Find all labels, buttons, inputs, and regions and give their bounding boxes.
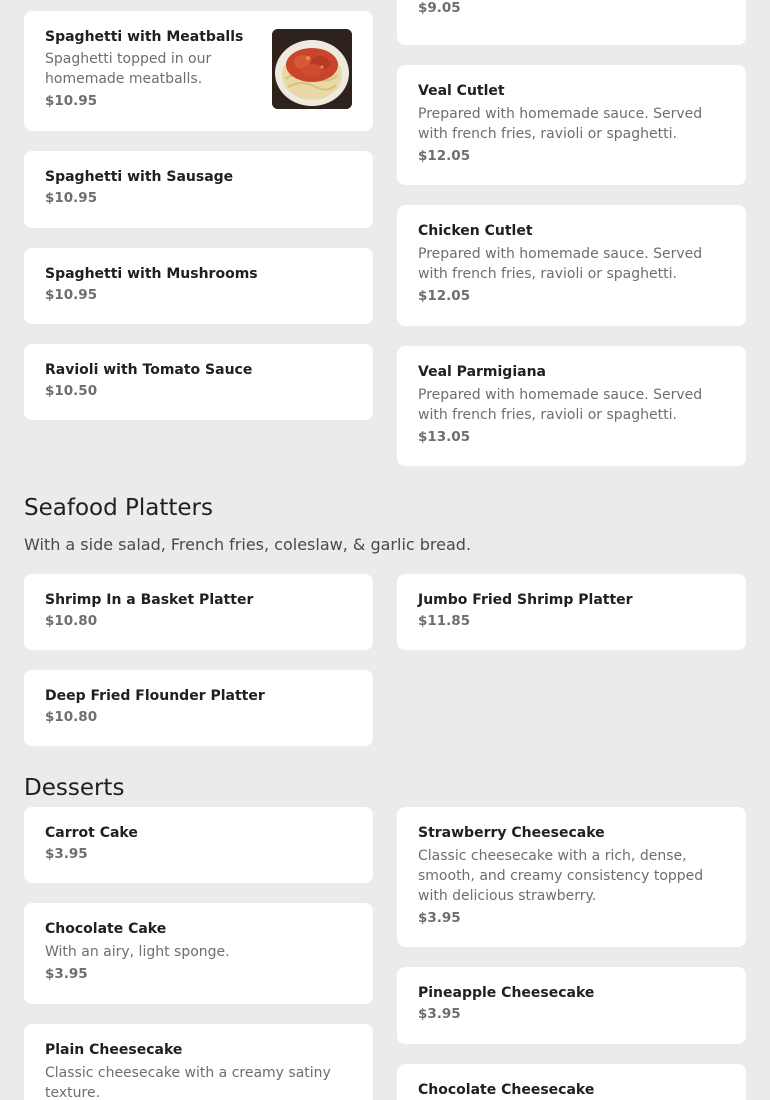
menu-item-card[interactable] — [24, 670, 373, 746]
menu-item-card[interactable] — [24, 574, 373, 650]
menu-item-card[interactable] — [24, 11, 373, 131]
menu-item-name: Chocolate Cheesecake — [418, 1082, 595, 1098]
menu-item-card[interactable] — [24, 807, 373, 883]
menu-item-card[interactable] — [397, 65, 746, 185]
section-subtitle-seafood: With a side salad, French fries, coleslaw, & garlic bread. — [24, 535, 472, 554]
menu-item-price: $3.95 — [418, 1006, 461, 1022]
menu-item-name: Shrimp In a Basket Platter — [45, 592, 254, 608]
menu-item-name: Chicken Cutlet — [418, 223, 533, 239]
section-title-desserts: Desserts — [24, 775, 125, 801]
menu-item-price: $12.05 — [418, 148, 471, 164]
menu-item-price: $9.05 — [418, 0, 461, 16]
section-title-seafood: Seafood Platters — [24, 495, 213, 521]
menu-item-price: $12.05 — [418, 288, 471, 304]
menu-item-name: Chocolate Cake — [45, 921, 167, 937]
menu-item-description: With an airy, light sponge. — [45, 944, 230, 960]
menu-item-card[interactable] — [24, 1024, 373, 1100]
menu-item-name: Deep Fried Flounder Platter — [45, 688, 265, 704]
menu-item-card[interactable] — [397, 967, 746, 1044]
menu-item-card[interactable] — [24, 151, 373, 228]
menu-item-description: Classic cheesecake with a rich, dense, smooth, and creamy consistency topped with delicious strawberry. — [418, 848, 704, 904]
menu-item-description: Prepared with homemade sauce. Served with french fries, ravioli or spaghetti. — [418, 387, 703, 423]
menu-item-name: Ravioli with Tomato Sauce — [45, 362, 253, 378]
menu-item-price: $10.80 — [45, 613, 98, 629]
menu-item-price: $10.95 — [45, 93, 98, 109]
menu-item-name: Spaghetti with Meatballs — [45, 29, 244, 45]
menu-item-card[interactable] — [397, 0, 746, 45]
menu-item-price: $10.80 — [45, 709, 98, 725]
menu-item-card[interactable] — [397, 807, 746, 947]
menu-item-name: Spaghetti with Mushrooms — [45, 266, 258, 282]
menu-item-card[interactable] — [397, 346, 746, 466]
menu-item-description: Prepared with homemade sauce. Served with french fries, ravioli or spaghetti. — [418, 106, 703, 142]
menu-item-card[interactable] — [397, 1064, 746, 1100]
spaghetti-photo — [272, 29, 352, 109]
menu-item-price: $10.95 — [45, 190, 98, 206]
menu-item-card[interactable] — [24, 248, 373, 324]
menu-item-name: Veal Parmigiana — [418, 364, 546, 380]
menu-item-name: Strawberry Cheesecake — [418, 825, 605, 841]
menu-item-price: $3.95 — [45, 846, 88, 862]
menu-item-name: Carrot Cake — [45, 825, 138, 841]
menu-item-name: Veal Cutlet — [418, 83, 505, 99]
menu-item-price: $3.95 — [418, 910, 461, 926]
menu-item-name: Pineapple Cheesecake — [418, 985, 595, 1001]
menu-item-price: $11.85 — [418, 613, 471, 629]
menu-item-price: $10.95 — [45, 287, 98, 303]
menu-item-name: Spaghetti with Sausage — [45, 169, 234, 185]
menu-item-price: $13.05 — [418, 429, 471, 445]
menu-item-name: Jumbo Fried Shrimp Platter — [418, 592, 633, 608]
menu-item-card[interactable] — [397, 205, 746, 326]
menu-item-card[interactable] — [24, 344, 373, 420]
menu-item-name: Plain Cheesecake — [45, 1042, 183, 1058]
menu-item-card[interactable] — [397, 574, 746, 650]
menu-item-card[interactable] — [24, 903, 373, 1004]
menu-item-price: $10.50 — [45, 383, 98, 399]
menu-item-description: Spaghetti topped in our homemade meatballs. — [45, 51, 212, 87]
menu-item-price: $3.95 — [45, 966, 88, 982]
menu-item-description: Prepared with homemade sauce. Served with french fries, ravioli or spaghetti. — [418, 246, 703, 282]
menu-item-description: Classic cheesecake with a creamy satiny texture. — [45, 1065, 331, 1100]
